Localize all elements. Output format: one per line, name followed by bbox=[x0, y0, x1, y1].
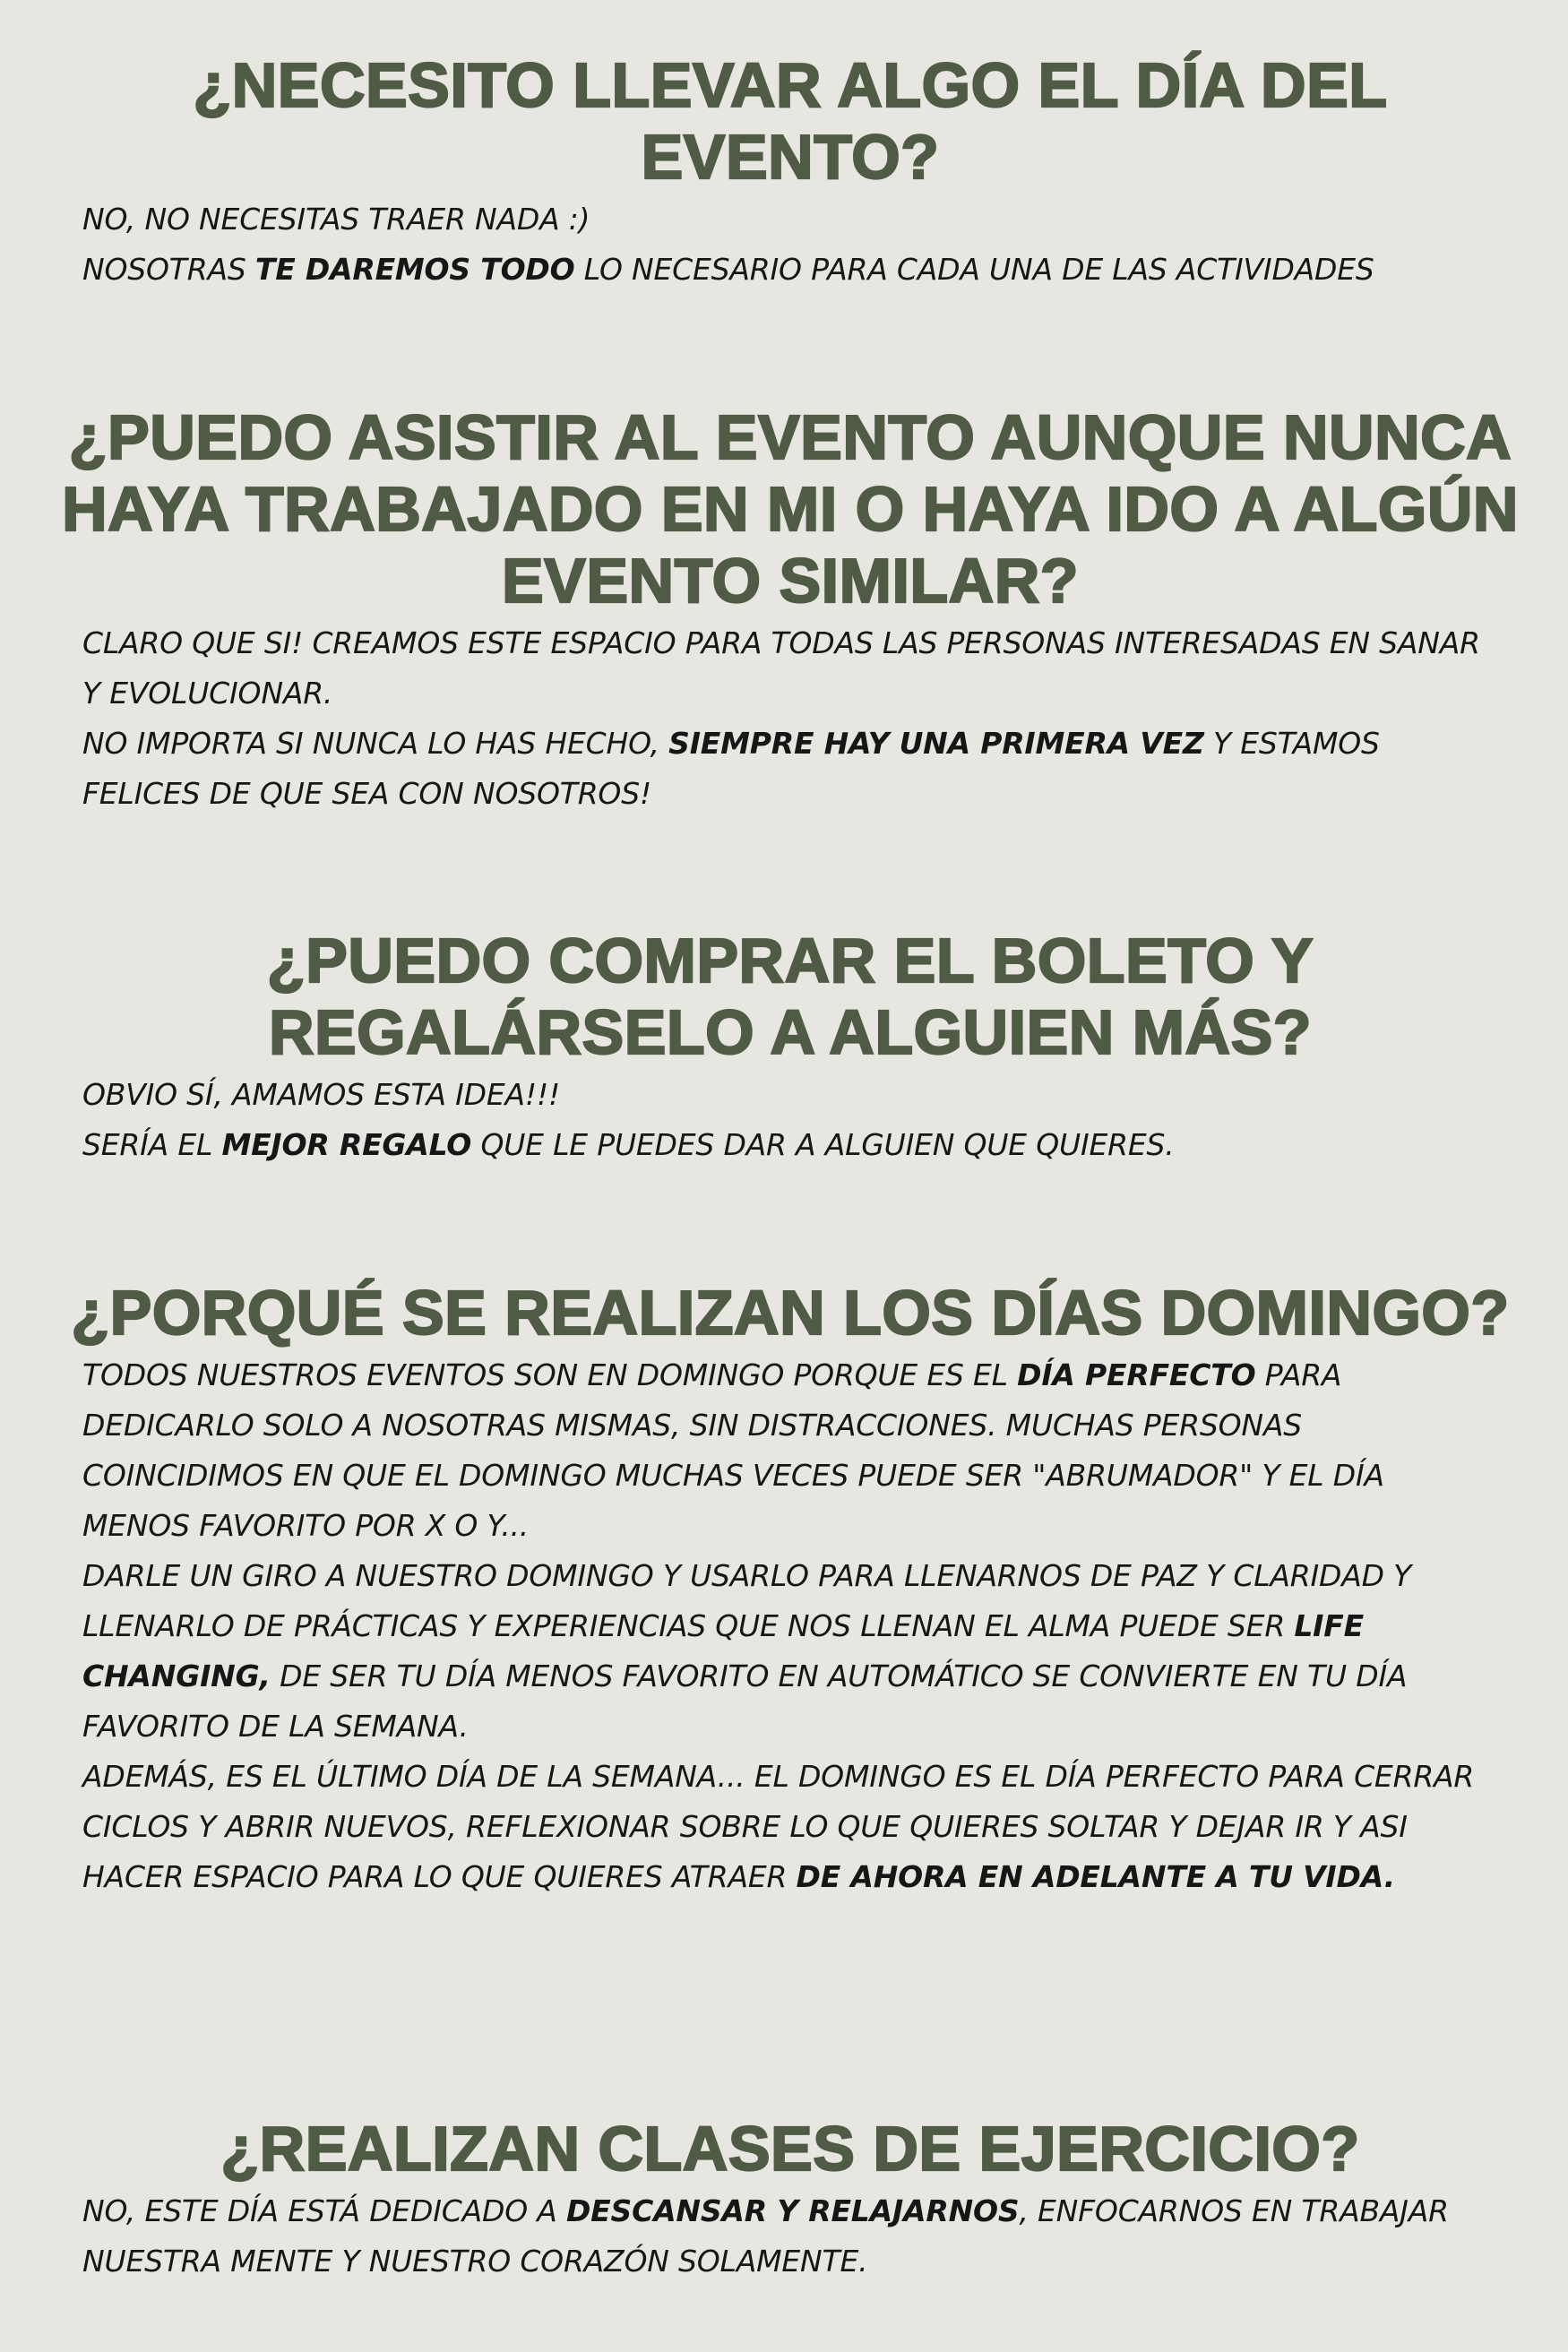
answer-emphasis: DE AHORA EN ADELANTE A TU VIDA. bbox=[796, 1859, 1395, 1894]
faq-item-why-sunday bbox=[71, 1277, 1510, 1902]
answer-text: NO IMPORTA SI NUNCA LO HAS HECHO, bbox=[82, 726, 669, 761]
faq-item-exercise-classes bbox=[82, 2113, 1498, 2287]
faq-item-first-time bbox=[62, 401, 1519, 819]
answer-text: PARA DEDICARLO SOLO A NOSOTRAS MISMAS, SIN DISTRACCIONES. MUCHAS PERSONAS COINCIDIMOS EN QUE EL DOMINGO MUCHAS VECES PUEDE SER "ABRUMADOR" Y EL DÍA MENOS FAVORITO POR X O Y... bbox=[82, 1357, 1384, 1543]
answer-text: LO NECESARIO PARA CADA UNA DE LAS ACTIVIDADES bbox=[574, 252, 1374, 287]
answer-text: DE SER TU DÍA MENOS FAVORITO EN AUTOMÁTICO SE CONVIERTE EN TU DÍA FAVORITO DE LA SEMANA. bbox=[82, 1658, 1408, 1744]
answer-text: NOSOTRAS bbox=[82, 252, 255, 287]
faq-answer bbox=[82, 194, 1498, 295]
faq-answer bbox=[82, 2186, 1498, 2287]
answer-paragraph bbox=[82, 194, 1498, 245]
faq-question: ¿PORQUÉ SE REALIZAN LOS DÍAS DOMINGO? bbox=[71, 1278, 1510, 1348]
faq-question: ¿REALIZAN CLASES DE EJERCICIO? bbox=[220, 2114, 1360, 2184]
answer-emphasis: MEJOR REGALO bbox=[221, 1127, 472, 1162]
answer-text: TODOS NUESTROS EVENTOS SON EN DOMINGO PORQUE ES EL bbox=[82, 1357, 1018, 1392]
answer-paragraph bbox=[82, 1070, 1498, 1120]
answer-text: NO, ESTE DÍA ESTÁ DEDICADO A bbox=[82, 2193, 566, 2228]
answer-text: QUE LE PUEDES DAR A ALGUIEN QUE QUIERES. bbox=[471, 1127, 1175, 1162]
answer-text: Y ESTAMOS FELICES DE QUE SEA CON NOSOTROS! bbox=[82, 726, 1380, 811]
faq-question: ¿PUEDO COMPRAR EL BOLETO Y REGALÁRSELO A ALGUIEN MÁS? bbox=[266, 926, 1314, 1067]
answer-paragraph bbox=[82, 1120, 1498, 1170]
answer-text: SERÍA EL bbox=[82, 1127, 222, 1162]
answer-emphasis: SIEMPRE HAY UNA PRIMERA VEZ bbox=[668, 726, 1204, 761]
answer-emphasis: DÍA PERFECTO bbox=[1017, 1357, 1256, 1392]
answer-paragraph bbox=[82, 1752, 1498, 1902]
faq-answer bbox=[82, 618, 1498, 819]
answer-text: ADEMÁS, ES EL ÚLTIMO DÍA DE LA SEMANA... EL DOMINGO ES EL DÍA PERFECTO PARA CERRAR CICLOS Y ABRIR NUEVOS, REFLEXIONAR SOBRE LO QUE QUIERES SOLTAR Y DEJAR IR Y ASI HACER ESPACIO PARA LO QUE QUIERES ATRAER bbox=[82, 1759, 1475, 1894]
answer-paragraph bbox=[82, 245, 1498, 295]
answer-text: NO, NO NECESITAS TRAER NADA :) bbox=[82, 202, 590, 237]
faq-answer bbox=[82, 1070, 1498, 1170]
answer-paragraph bbox=[82, 719, 1498, 819]
answer-text: OBVIO SÍ, AMAMOS ESTA IDEA!!! bbox=[82, 1077, 560, 1112]
answer-emphasis: LIFE CHANGING, bbox=[82, 1608, 1364, 1693]
answer-text: , ENFOCARNOS EN TRABAJAR NUESTRA MENTE Y NUESTRO CORAZÓN SOLAMENTE. bbox=[82, 2193, 1449, 2279]
faq-question: ¿PUEDO ASISTIR AL EVENTO AUNQUE NUNCA HAYA TRABAJADO EN MI O HAYA IDO A ALGÚN EVENTO SIMILAR? bbox=[62, 402, 1519, 616]
faq-item-bring-items bbox=[82, 49, 1498, 295]
faq-item-gift-ticket bbox=[82, 925, 1498, 1170]
answer-text: CLARO QUE SI! CREAMOS ESTE ESPACIO PARA TODAS LAS PERSONAS INTERESADAS EN SANAR Y EVOLUCIONAR. bbox=[82, 625, 1480, 711]
answer-paragraph bbox=[82, 618, 1498, 719]
answer-text: DARLE UN GIRO A NUESTRO DOMINGO Y USARLO PARA LLENARNOS DE PAZ Y CLARIDAD Y LLENARLO DE PRÁCTICAS Y EXPERIENCIAS QUE NOS LLENAN EL ALMA PUEDE SER bbox=[82, 1558, 1412, 1643]
answer-paragraph bbox=[82, 2186, 1498, 2287]
faq-question: ¿NECESITO LLEVAR ALGO EL DÍA DEL EVENTO? bbox=[193, 50, 1388, 192]
answer-emphasis: DESCANSAR Y RELAJARNOS bbox=[565, 2193, 1020, 2228]
answer-paragraph bbox=[82, 1551, 1498, 1752]
answer-paragraph bbox=[82, 1350, 1498, 1551]
answer-emphasis: TE DAREMOS TODO bbox=[254, 252, 575, 287]
faq-answer bbox=[82, 1350, 1498, 1902]
